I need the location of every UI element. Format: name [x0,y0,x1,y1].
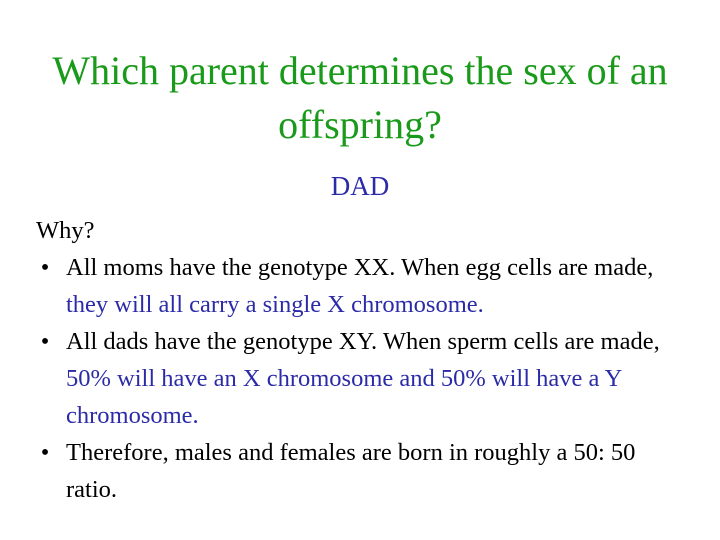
why-label: Why? [36,217,95,244]
bullet-highlight-text: they will all carry a single X chromosome. [66,291,484,318]
bullet-text: All dads have the genotype XY. When sperm cells are made, [66,328,660,355]
bullet-item [36,434,686,508]
bullet-icon: • [40,439,50,466]
bullet-highlight-text: 50% will have an X chromosome and 50% will have a Y chromosome. [66,365,622,429]
bullet-text: All moms have the genotype XX. When egg cells are made, [66,254,654,281]
bullet-text: Therefore, males and females are born in roughly a 50: 50 ratio. [66,439,636,503]
slide-title: Which parent determines the sex of an offspring? [52,48,668,147]
bullet-icon: • [40,328,50,355]
bullet-list [36,249,686,508]
explanation-body [36,212,686,508]
bullet-item [36,249,686,323]
answer-text: DAD [330,171,390,201]
bullet-item [36,323,686,434]
bullet-icon: • [40,254,50,281]
